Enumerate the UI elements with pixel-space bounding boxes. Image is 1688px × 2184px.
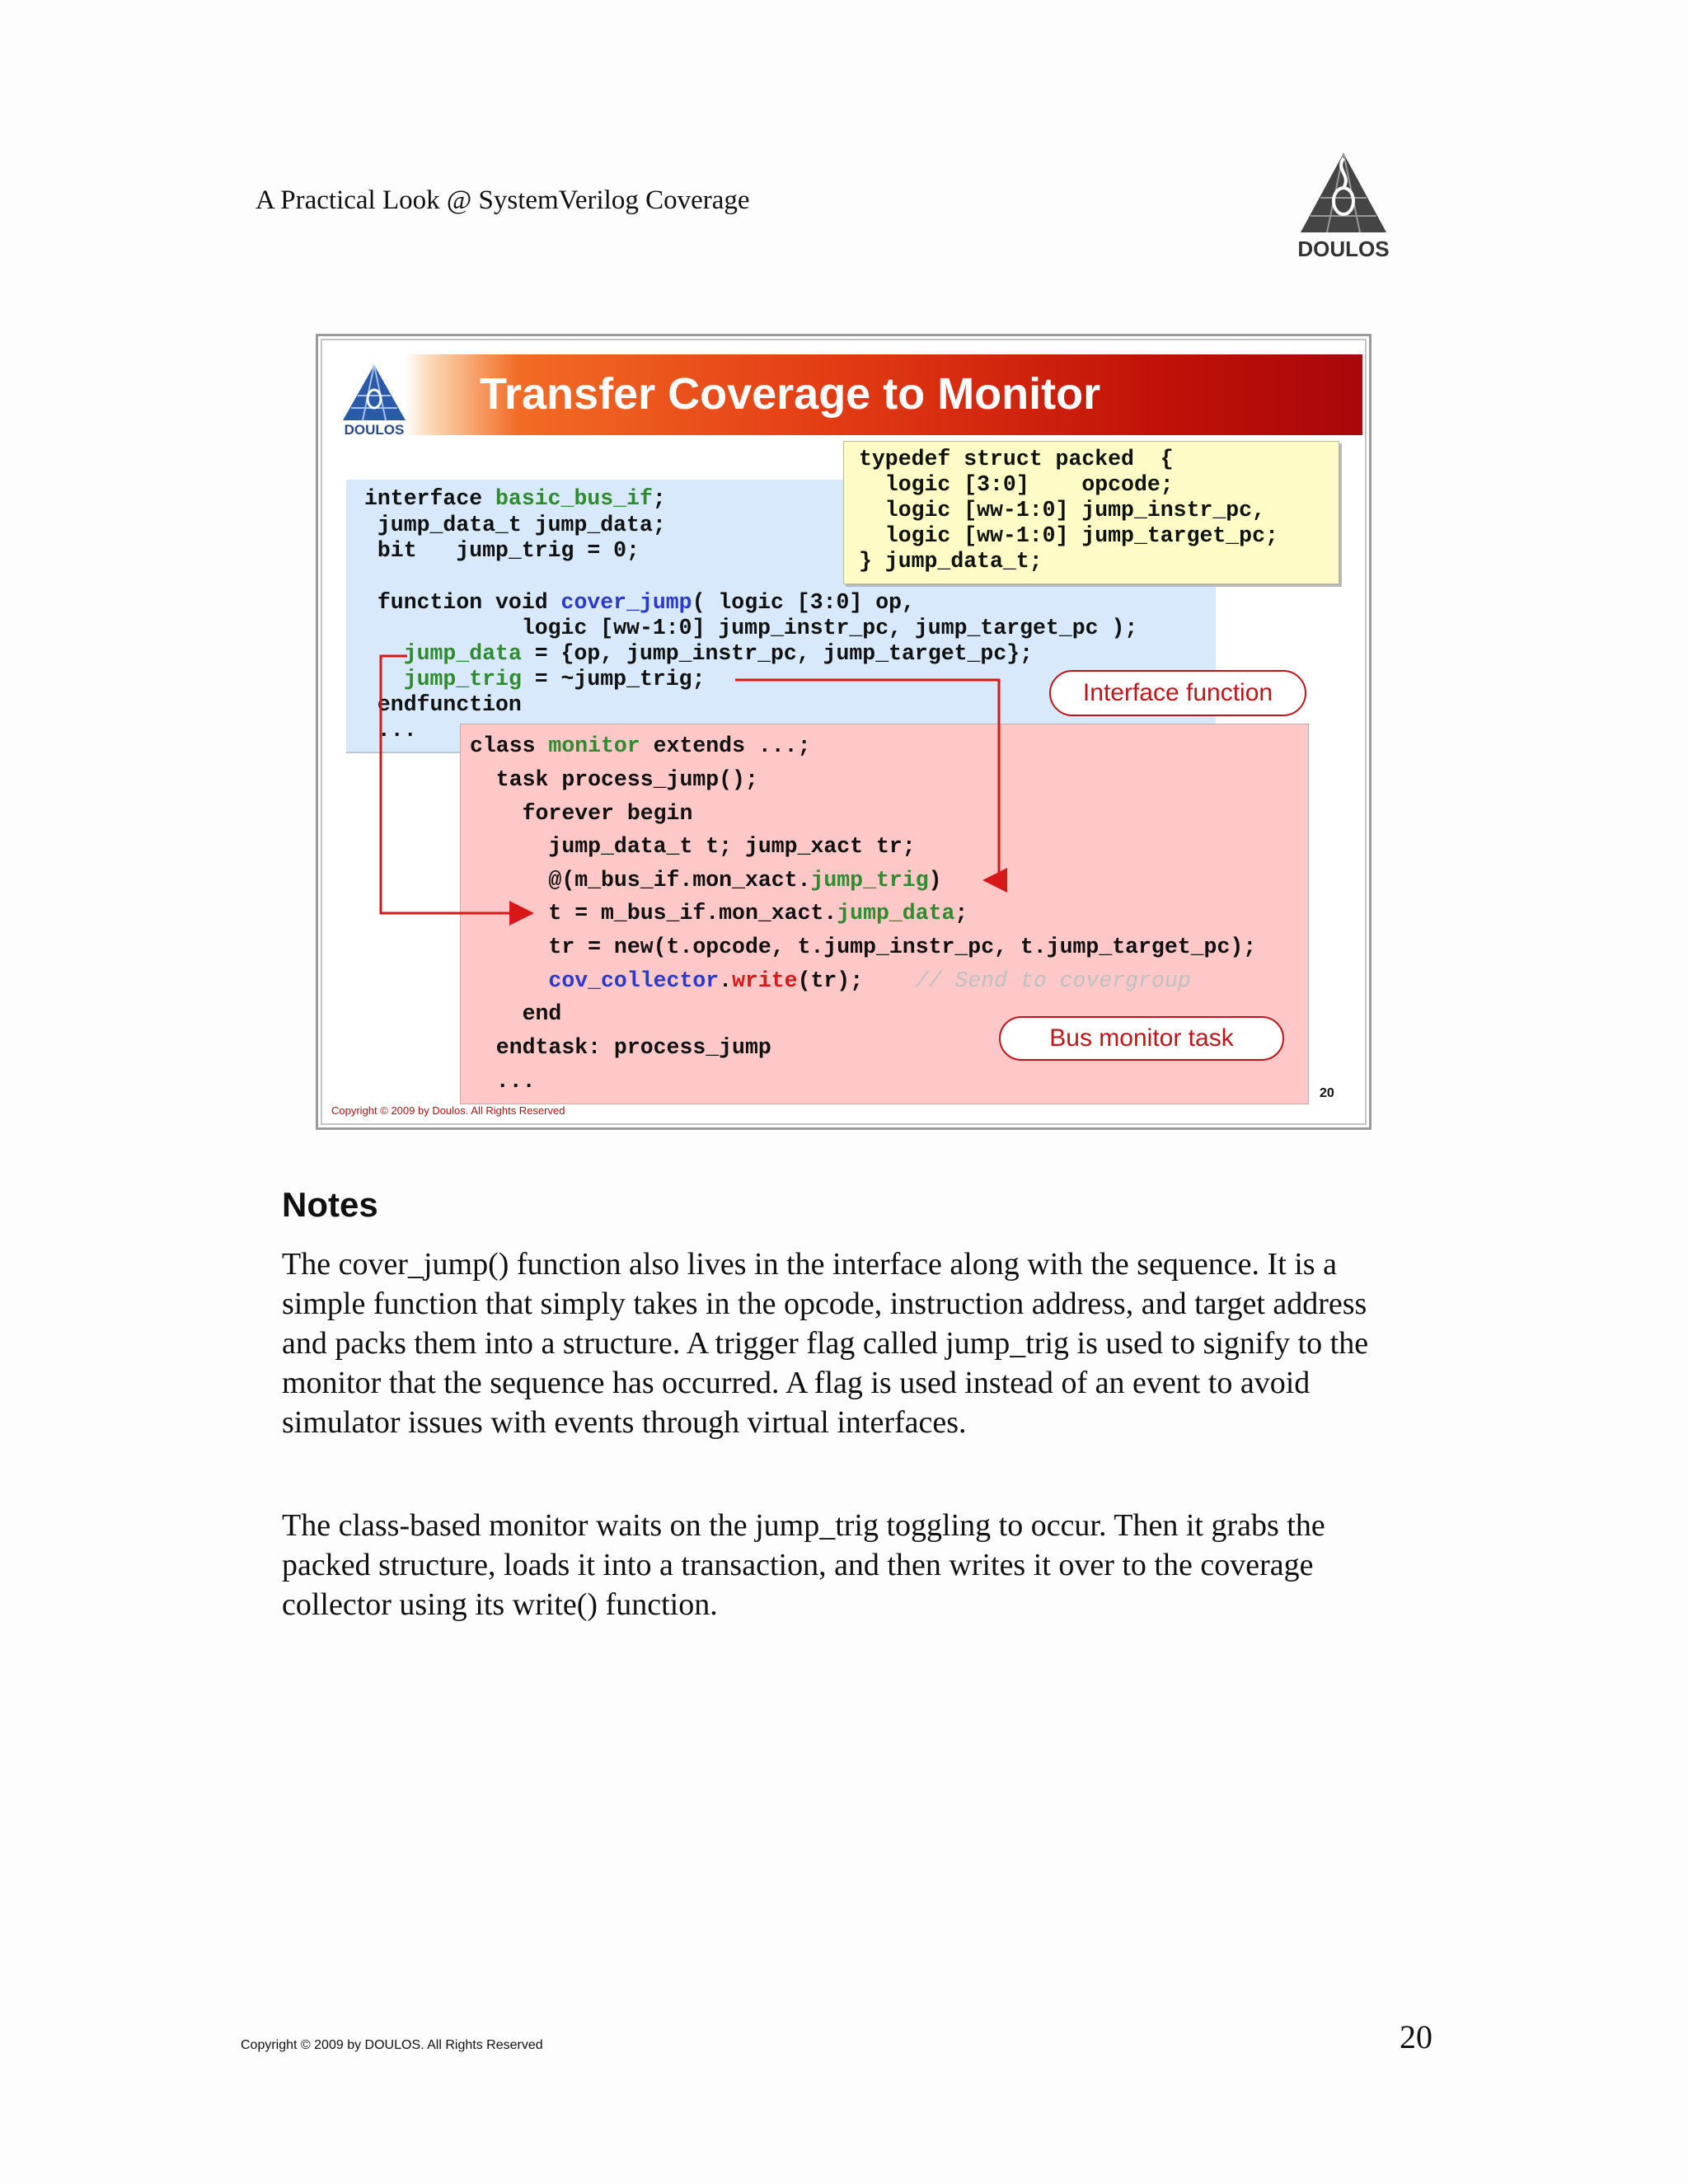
slide-doulos-logo-icon xyxy=(340,363,409,445)
interface-line-5: logic [ww-1:0] jump_instr_pc, jump_target_pc ); xyxy=(364,616,1138,640)
typedef-line-4: logic [ww-1:0] jump_target_pc; xyxy=(859,523,1278,548)
slide-logo-text: DOULOS xyxy=(344,422,405,438)
monitor-line-2: task process_jump(); xyxy=(470,767,758,792)
slide-title: Transfer Coverage to Monitor xyxy=(480,369,1101,419)
interface-line-2: jump_data_t jump_data; xyxy=(364,513,666,537)
slide-copyright: Copyright © 2009 by Doulos. All Rights Reserved xyxy=(331,1104,565,1117)
monitor-line-10: endtask: process_jump xyxy=(470,1035,771,1060)
interface-line-3: bit jump_trig = 0; xyxy=(364,538,640,563)
interface-line-6: jump_data = {op, jump_instr_pc, jump_target_pc}; xyxy=(403,641,1034,666)
bus-monitor-task-callout: Bus monitor task xyxy=(999,1016,1284,1061)
notes-paragraph-2: The class-based monitor waits on the jump_trig toggling to occur. Then it grabs the packed structure, loads it into a transaction, and then writes it over to the coverage collector using its write() function. xyxy=(282,1508,1325,1622)
doulos-logo-text: DOULOS xyxy=(1297,237,1390,261)
footer-copyright: Copyright © 2009 by DOULOS. All Rights Reserved xyxy=(241,2038,543,2052)
interface-line-1: interface basic_bus_if; xyxy=(364,486,666,511)
footer-page-number: 20 xyxy=(1400,2018,1432,2055)
typedef-line-5: } jump_data_t; xyxy=(859,549,1043,574)
monitor-line-11: ... xyxy=(470,1069,536,1094)
monitor-line-6: t = m_bus_if.mon_xact.jump_data; xyxy=(470,901,968,926)
notes-heading: Notes xyxy=(282,1185,378,1224)
interface-line-7: jump_trig = ~jump_trig; xyxy=(403,667,706,691)
notes-paragraph-1: The cover_jump() function also lives in the interface along with the sequence. It is a simple function that simply takes in the opcode, instruction address, and target address and packs them into a structure. A trigger flag called jump_trig is used to signify to the monitor that the sequence has occurred. A flag is used instead of an event to avoid simulator issues with events through virtual interfaces. xyxy=(282,1247,1369,1440)
monitor-line-3: forever begin xyxy=(470,801,693,826)
monitor-line-4: jump_data_t t; jump_xact tr; xyxy=(470,834,916,859)
typedef-line-1: typedef struct packed { xyxy=(859,447,1174,471)
doulos-logo-icon xyxy=(1294,150,1393,265)
interface-line-8: endfunction xyxy=(364,692,522,717)
typedef-line-2: logic [3:0] opcode; xyxy=(859,472,1174,497)
interface-function-callout: Interface function xyxy=(1049,670,1306,716)
typedef-line-3: logic [ww-1:0] jump_instr_pc, xyxy=(859,498,1265,523)
monitor-line-1: class monitor extends ...; xyxy=(470,733,811,758)
slide-page-number: 20 xyxy=(1320,1086,1334,1100)
monitor-line-9: end xyxy=(470,1001,562,1026)
interface-line-4: function void cover_jump( logic [3:0] op, xyxy=(364,590,915,615)
monitor-line-7: tr = new(t.opcode, t.jump_instr_pc, t.jump_target_pc); xyxy=(470,935,1257,959)
interface-line-9: ... xyxy=(364,718,417,743)
document-header-title: A Practical Look @ SystemVerilog Coverage xyxy=(256,185,750,215)
monitor-line-8: cov_collector.write(tr); // Send to covergroup xyxy=(548,968,1191,993)
monitor-line-5: @(m_bus_if.mon_xact.jump_trig) xyxy=(470,868,942,893)
